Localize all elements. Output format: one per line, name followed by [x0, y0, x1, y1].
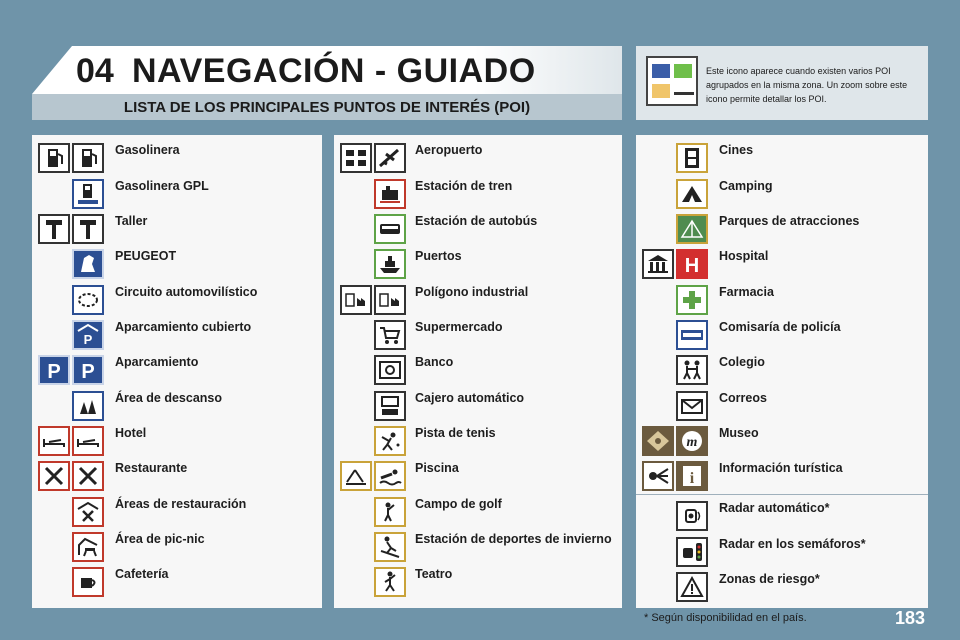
school-children-icon [676, 355, 708, 385]
police-icon [676, 320, 708, 350]
list-item [334, 351, 622, 385]
poi-label: Estación de tren [415, 179, 513, 193]
poi-label: Camping [719, 179, 773, 193]
museum-icon [676, 426, 708, 456]
hammer-icon [72, 214, 104, 244]
ship-icon [374, 249, 406, 279]
list-item [334, 245, 622, 279]
list-item [32, 422, 322, 456]
golf-icon [374, 497, 406, 527]
poi-label: Museo [719, 426, 759, 440]
list-item [636, 533, 928, 567]
lpg-fuel-icon [72, 179, 104, 209]
parking-icon [72, 355, 104, 385]
poi-label: Piscina [415, 461, 459, 475]
poi-label: Área de descanso [115, 391, 222, 405]
divider [636, 494, 928, 495]
pharmacy-cross-icon [676, 285, 708, 315]
svg-text:H: H [684, 255, 700, 276]
train-icon [374, 179, 406, 209]
poi-label: Teatro [415, 567, 453, 581]
poi-label: Parques de atracciones [719, 214, 860, 228]
svg-text:m: m [686, 435, 698, 450]
poi-label: Aparcamiento cubierto [115, 320, 252, 334]
list-item [32, 528, 322, 562]
list-item [636, 139, 928, 173]
poi-label: Taller [115, 214, 148, 228]
list-item [334, 387, 622, 421]
list-item [636, 245, 928, 279]
poi-label: PEUGEOT [115, 249, 177, 263]
list-item [334, 175, 622, 209]
poi-label: Comisaría de policía [719, 320, 841, 334]
poi-label: Estación de autobús [415, 214, 538, 228]
public-building-icon [642, 249, 674, 279]
poi-label: Pista de tenis [415, 426, 496, 440]
list-item [636, 568, 928, 602]
list-item [32, 351, 322, 385]
poi-label: Cajero automático [415, 391, 525, 405]
tent-icon [676, 179, 708, 209]
list-item [334, 422, 622, 456]
list-item [334, 316, 622, 350]
poi-list-column-1 [32, 135, 322, 608]
list-item [334, 493, 622, 527]
info-icon [676, 461, 708, 491]
peugeot-lion-icon [72, 249, 104, 279]
poi-label: Polígono industrial [415, 285, 529, 299]
list-item [32, 563, 322, 597]
poi-label: Cafetería [115, 567, 169, 581]
poi-label: Información turística [719, 461, 843, 475]
poi-label: Hotel [115, 426, 147, 440]
factory-icon [374, 285, 406, 315]
poi-label: Cines [719, 143, 754, 157]
poi-label: Circuito automovilístico [115, 285, 258, 299]
poi-label: Correos [719, 391, 767, 405]
page-header [32, 46, 622, 122]
airplane-icon [374, 143, 406, 173]
speed-camera-icon [676, 501, 708, 531]
bed-icon [38, 426, 70, 456]
film-icon [676, 143, 708, 173]
list-item [334, 563, 622, 597]
theater-icon [374, 567, 406, 597]
race-circuit-icon [72, 285, 104, 315]
poi-label: Estación de deportes de invierno [415, 532, 612, 546]
list-item [32, 210, 322, 244]
list-item [32, 316, 322, 350]
svg-text:i: i [689, 470, 695, 487]
food-court-icon [72, 497, 104, 527]
fuel-pump-icon [38, 143, 70, 173]
rest-area-icon [72, 391, 104, 421]
hospital-icon [676, 249, 708, 279]
skier-icon [374, 532, 406, 562]
poi-label: Colegio [719, 355, 765, 369]
factory-icon [340, 285, 372, 315]
amusement-park-icon [676, 214, 708, 244]
tennis-icon [374, 426, 406, 456]
atm-icon [374, 391, 406, 421]
fuel-pump-icon [72, 143, 104, 173]
poi-label: Gasolinera [115, 143, 180, 157]
list-item [334, 210, 622, 244]
poi-label: Área de pic-nic [115, 532, 205, 546]
list-item [32, 457, 322, 491]
poi-label: Radar automático* [719, 501, 830, 515]
sports-icon [340, 461, 372, 491]
list-item [334, 281, 622, 315]
fork-knife-icon [72, 461, 104, 491]
list-item [636, 387, 928, 421]
coffee-cup-icon [72, 567, 104, 597]
poi-label: Restaurante [115, 461, 188, 475]
svg-text:P: P [47, 361, 61, 382]
poi-label: Supermercado [415, 320, 503, 334]
svg-text:P: P [81, 361, 95, 382]
warning-icon [676, 572, 708, 602]
list-item [32, 493, 322, 527]
list-item [32, 175, 322, 209]
sightseeing-icon [642, 461, 674, 491]
swimmer-icon [374, 461, 406, 491]
covered-parking-icon [72, 320, 104, 350]
shopping-cart-icon [374, 320, 406, 350]
info-box [636, 46, 928, 120]
list-item [32, 387, 322, 421]
list-item [636, 316, 928, 350]
page-number: 183 [895, 608, 926, 628]
poi-label: Gasolinera GPL [115, 179, 209, 193]
poi-label: Áreas de restauración [115, 497, 247, 511]
poi-list-column-2 [334, 135, 622, 608]
list-item [32, 139, 322, 173]
chapter-title: NAVEGACIÓN - GUIADO [132, 52, 536, 90]
list-item [636, 175, 928, 209]
monument-icon [642, 426, 674, 456]
list-item [334, 528, 622, 562]
poi-label: Hospital [719, 249, 769, 263]
chapter-number: 04 [76, 52, 114, 90]
poi-label: Campo de golf [415, 497, 502, 511]
section-subtitle: LISTA DE LOS PRINCIPALES PUNTOS DE INTERÉS (POI) [123, 99, 531, 116]
poi-label: Farmacia [719, 285, 774, 299]
bed-icon [72, 426, 104, 456]
list-item [32, 281, 322, 315]
poi-label: Aeropuerto [415, 143, 483, 157]
picnic-icon [72, 532, 104, 562]
list-item [334, 139, 622, 173]
hammer-icon [38, 214, 70, 244]
traffic-light-camera-icon [676, 537, 708, 567]
list-item [334, 457, 622, 491]
poi-label: Aparcamiento [115, 355, 199, 369]
poi-list-column-3 [636, 135, 928, 608]
airport-facilities-icon [340, 143, 372, 173]
list-item [636, 457, 928, 491]
poi-label: Radar en los semáforos* [719, 537, 866, 551]
list-item [636, 351, 928, 385]
list-item [636, 281, 928, 315]
list-item [636, 210, 928, 244]
envelope-icon [676, 391, 708, 421]
list-item [636, 497, 928, 531]
poi-label: Banco [415, 355, 454, 369]
bus-icon [374, 214, 406, 244]
grouped-poi-icon [646, 56, 698, 106]
poi-label: Puertos [415, 249, 462, 263]
list-item [32, 245, 322, 279]
svg-text:P: P [83, 332, 93, 347]
bank-icon [374, 355, 406, 385]
info-text: Este icono aparece cuando existen varios POI agrupados en la misma zona. Un zoom sobre este icono permite detallar los POI. [706, 66, 908, 104]
fork-knife-icon [38, 461, 70, 491]
footnote: * Según disponibilidad en el país. [644, 612, 807, 624]
list-item [636, 422, 928, 456]
parking-icon [38, 355, 70, 385]
poi-label: Zonas de riesgo* [719, 572, 820, 586]
